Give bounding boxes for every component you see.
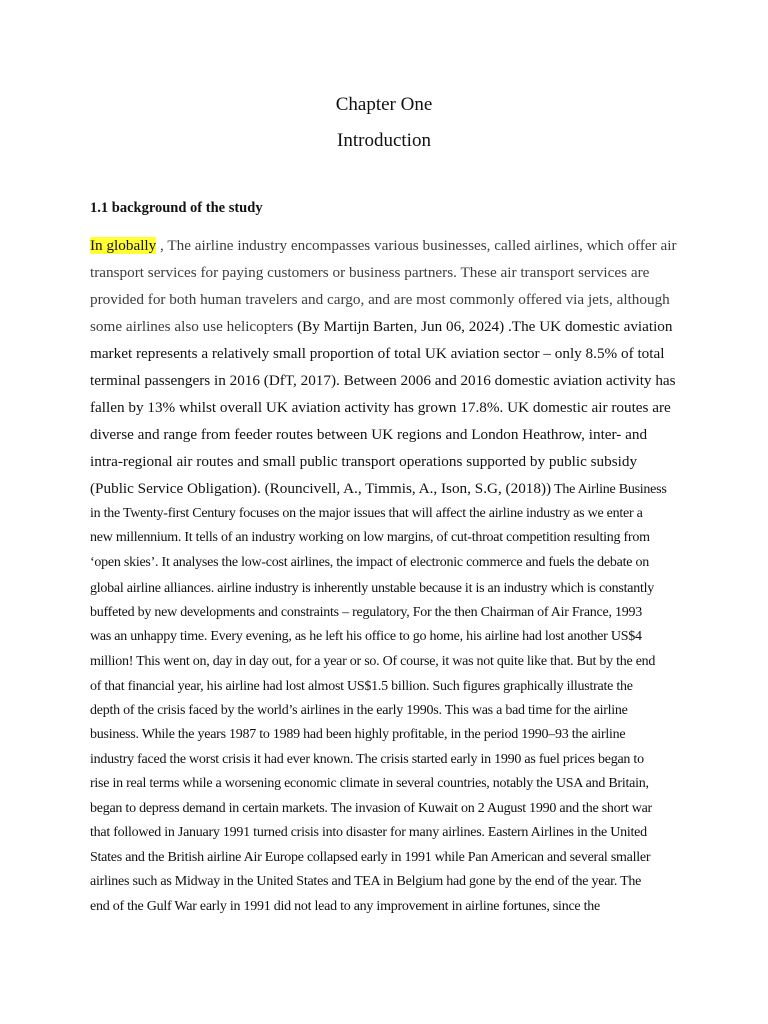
paragraph-line: airlines such as Midway in the United States and TEA in Belgium had gone by the end of the year. The	[90, 874, 642, 889]
line-text: some airlines also use helicopters	[90, 318, 294, 335]
paragraph-line: transport services for paying customers or business partners. These air transport services are	[90, 264, 650, 281]
line-text: , The airline industry encompasses various businesses, called airlines, which offer air	[156, 237, 677, 254]
chapter-title: Introduction	[337, 130, 431, 151]
paragraph-line: terminal passengers in 2016 (DfT, 2017). Between 2006 and 2016 domestic aviation activity has	[90, 372, 676, 389]
paragraph-line: was an unhappy time. Every evening, as he left his office to go home, his airline had lost another US$4	[90, 629, 642, 644]
paragraph-line: million! This went on, day in day out, for a year or so. Of course, it was not quite like that. But by the end	[90, 654, 656, 669]
paragraph-line: industry faced the worst crisis it had ever known. The crisis started early in 1990 as fuel prices began to	[90, 752, 644, 767]
paragraph-line: that followed in January 1991 turned crisis into disaster for many airlines. Eastern Airlines in the United	[90, 825, 647, 840]
paragraph-line: States and the British airline Air Europe collapsed early in 1991 while Pan American and several smaller	[90, 850, 651, 865]
citation-text: (By Martijn Barten, Jun 06, 2024) .The UK domestic aviation	[293, 318, 673, 335]
paragraph-line	[90, 236, 677, 256]
line-text: The Airline Business	[551, 482, 667, 497]
paragraph-line: intra-regional air routes and small public transport operations supported by public subsidy	[90, 453, 638, 470]
chapter-label: Chapter One	[335, 94, 433, 115]
paragraph-line	[90, 479, 667, 500]
citation-text: (Public Service Obligation). (Rouncivell, A., Timmis, A., Ison, S.G, (2018))	[90, 480, 552, 497]
paragraph-line: depth of the crisis faced by the world’s airlines in the early 1990s. This was a bad time for the airline	[90, 703, 628, 718]
highlighted-text: In globally	[90, 237, 157, 254]
paragraph-line: fallen by 13% whilst overall UK aviation activity has grown 17.8%. UK domestic air routes are	[90, 399, 671, 416]
paragraph-line: global airline alliances. airline industry is inherently unstable because it is an industry which is constantly	[90, 581, 654, 596]
paragraph-line: business. While the years 1987 to 1989 had been highly profitable, in the period 1990–93 the airline	[90, 727, 626, 742]
paragraph-line: provided for both human travelers and cargo, and are most commonly offered via jets, although	[90, 291, 670, 308]
paragraph-line: new millennium. It tells of an industry working on low margins, of cut-throat competition resulting from	[90, 530, 650, 545]
section-heading: 1.1 background of the study	[90, 200, 263, 216]
paragraph-line: market represents a relatively small proportion of total UK aviation sector – only 8.5% of total	[90, 345, 665, 362]
paragraph-line: of that financial year, his airline had lost almost US$1.5 billion. Such figures graphically illustrate the	[90, 679, 633, 694]
paragraph-line: rise in real terms while a worsening economic climate in several countries, notably the USA and Britain,	[90, 776, 649, 791]
paragraph-line: in the Twenty-first Century focuses on the major issues that will affect the airline industry as we enter a	[90, 506, 643, 521]
paragraph-line: ‘open skies’. It analyses the low-cost airlines, the impact of electronic commerce and fuels the debate on	[90, 555, 649, 570]
paragraph-line: began to depress demand in certain markets. The invasion of Kuwait on 2 August 1990 and the short war	[90, 801, 652, 816]
paragraph-line	[90, 317, 673, 337]
paragraph-line: diverse and range from feeder routes between UK regions and London Heathrow, inter- and	[90, 426, 648, 443]
paragraph-line: buffeted by new developments and constraints – regulatory, For the then Chairman of Air France, 1993	[90, 605, 642, 620]
paragraph-line: end of the Gulf War early in 1991 did not lead to any improvement in airline fortunes, since the	[90, 899, 600, 914]
